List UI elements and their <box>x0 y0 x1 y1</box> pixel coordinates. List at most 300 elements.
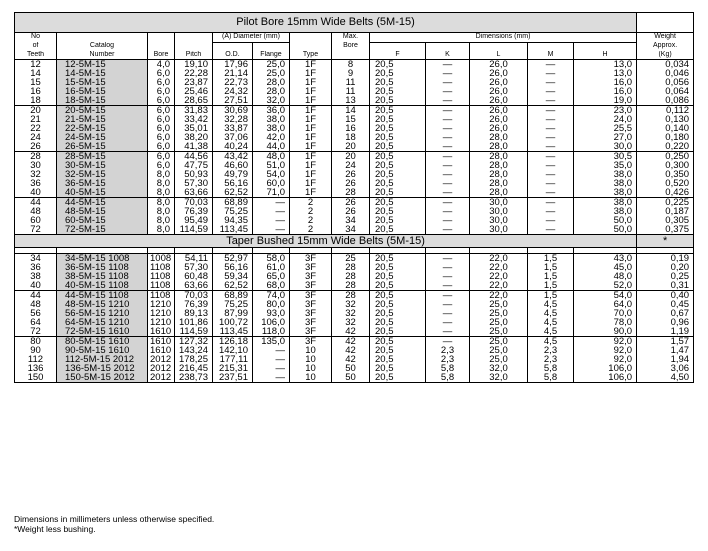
cell-weight: 0,96 <box>637 318 694 327</box>
cell-pitch: 101,86 <box>175 318 213 327</box>
cell-type: 3F <box>290 309 332 318</box>
cell-pitch: 216,45 <box>175 364 213 373</box>
cell-m: 1,5 <box>528 254 574 264</box>
cell-m: 5,8 <box>528 373 574 383</box>
cell-catalog: 34-5M-15 1008 <box>57 254 148 264</box>
cell-teeth: 16 <box>15 87 57 96</box>
cell-flange: 106,0 <box>253 318 290 327</box>
cell-od: 33,87 <box>213 124 253 133</box>
cell-k: — <box>426 142 470 152</box>
cell-bore: 8,0 <box>148 216 175 225</box>
cell-od: 27,51 <box>213 96 253 106</box>
cell-f: 20,5 <box>370 281 426 291</box>
cell-catalog: 22-5M-15 <box>57 124 148 133</box>
cell-pitch: 47,75 <box>175 161 213 170</box>
cell-l: 32,0 <box>470 364 528 373</box>
cell-weight: 0,056 <box>637 78 694 87</box>
cell-flange: 71,0 <box>253 188 290 198</box>
cell-od: 43,42 <box>213 152 253 162</box>
cell-max-bore: 42 <box>332 346 370 355</box>
cell-l: 28,0 <box>470 161 528 170</box>
cell-max-bore: 28 <box>332 291 370 301</box>
cell-flange: 93,0 <box>253 309 290 318</box>
cell-od: 30,69 <box>213 106 253 116</box>
cell-k: — <box>426 106 470 116</box>
cell-catalog: 12-5M-15 <box>57 60 148 70</box>
cell-teeth: 60 <box>15 216 57 225</box>
cell-catalog: 44-5M-15 <box>57 198 148 208</box>
cell-pitch: 19,10 <box>175 60 213 70</box>
cell-teeth: 64 <box>15 318 57 327</box>
cell-f: 20,5 <box>370 309 426 318</box>
cell-max-bore: 25 <box>332 254 370 264</box>
cell-l: 26,0 <box>470 96 528 106</box>
cell-bore: 6,0 <box>148 152 175 162</box>
cell-k: — <box>426 207 470 216</box>
cell-pitch: 178,25 <box>175 355 213 364</box>
cell-weight: 0,45 <box>637 300 694 309</box>
cell-weight: 0,225 <box>637 198 694 208</box>
no-teeth-header-3: Teeth <box>15 51 57 60</box>
cell-flange: 44,0 <box>253 142 290 152</box>
cell-flange: 38,0 <box>253 124 290 133</box>
cell-h: 64,0 <box>574 300 637 309</box>
table-row <box>15 291 694 301</box>
cell-h: 78,0 <box>574 318 637 327</box>
cell-flange: 54,0 <box>253 170 290 179</box>
cell-f: 20,5 <box>370 115 426 124</box>
table-row <box>15 106 694 116</box>
m-header: M <box>528 51 574 60</box>
cell-type: 3F <box>290 291 332 301</box>
cell-flange: 60,0 <box>253 179 290 188</box>
table-row <box>15 115 694 124</box>
cell-catalog: 14-5M-15 <box>57 69 148 78</box>
cell-l: 28,0 <box>470 170 528 179</box>
cell-bore: 6,0 <box>148 161 175 170</box>
cell-flange: — <box>253 198 290 208</box>
max-bore-header-2: Bore <box>332 42 370 51</box>
product-table-container <box>14 12 693 383</box>
cell-h: 16,0 <box>574 78 637 87</box>
cell-catalog: 18-5M-15 <box>57 96 148 106</box>
cell-type: 10 <box>290 364 332 373</box>
bore-header: Bore <box>148 51 175 60</box>
cell-k: — <box>426 161 470 170</box>
cell-pitch: 33,42 <box>175 115 213 124</box>
cell-f: 20,5 <box>370 69 426 78</box>
cell-weight: 0,086 <box>637 96 694 106</box>
cell-max-bore: 15 <box>332 115 370 124</box>
cell-type: 1F <box>290 179 332 188</box>
header-row-1 <box>15 33 694 43</box>
cell-m: 4,5 <box>528 309 574 318</box>
cell-od: 46,60 <box>213 161 253 170</box>
cell-teeth: 48 <box>15 300 57 309</box>
cell-teeth: 22 <box>15 124 57 133</box>
cell-type: 1F <box>290 170 332 179</box>
catalog-header-2: Number <box>57 51 148 60</box>
cell-flange: 80,0 <box>253 300 290 309</box>
cell-k: — <box>426 198 470 208</box>
catalog-header-1: Catalog <box>57 42 148 51</box>
cell-flange: — <box>253 364 290 373</box>
cell-type: 1F <box>290 152 332 162</box>
cell-max-bore: 34 <box>332 225 370 235</box>
cell-teeth: 14 <box>15 69 57 78</box>
cell-max-bore: 13 <box>332 96 370 106</box>
cell-k: — <box>426 188 470 198</box>
pitch-header: Pitch <box>175 51 213 60</box>
cell-od: 177,11 <box>213 355 253 364</box>
cell-od: 94,35 <box>213 216 253 225</box>
cell-f: 20,5 <box>370 87 426 96</box>
cell-type: 1F <box>290 115 332 124</box>
cell-k: 5,8 <box>426 373 470 383</box>
cell-f: 20,5 <box>370 106 426 116</box>
cell-bore: 1210 <box>148 318 175 327</box>
table-row <box>15 327 694 337</box>
cell-m: — <box>528 216 574 225</box>
cell-flange: — <box>253 207 290 216</box>
cell-pitch: 35,01 <box>175 124 213 133</box>
cell-weight: 0,064 <box>637 87 694 96</box>
cell-pitch: 76,39 <box>175 300 213 309</box>
cell-l: 22,0 <box>470 263 528 272</box>
table-row <box>15 216 694 225</box>
cell-catalog: 24-5M-15 <box>57 133 148 142</box>
cell-m: 1,5 <box>528 281 574 291</box>
cell-flange: — <box>253 216 290 225</box>
cell-teeth: 40 <box>15 281 57 291</box>
cell-pitch: 89,13 <box>175 309 213 318</box>
cell-pitch: 31,83 <box>175 106 213 116</box>
table-row <box>15 198 694 208</box>
footnote-units: Dimensions in millimeters unless otherwise specified. <box>14 514 215 524</box>
diameter-group-header: (A) Diameter (mm) <box>213 33 290 43</box>
cell-bore: 2012 <box>148 355 175 364</box>
cell-weight: 0,67 <box>637 309 694 318</box>
cell-f: 20,5 <box>370 272 426 281</box>
cell-teeth: 36 <box>15 263 57 272</box>
cell-h: 24,0 <box>574 115 637 124</box>
cell-od: 32,28 <box>213 115 253 124</box>
cell-weight: 1,57 <box>637 337 694 347</box>
cell-weight: 0,305 <box>637 216 694 225</box>
cell-l: 32,0 <box>470 373 528 383</box>
cell-teeth: 12 <box>15 60 57 70</box>
cell-k: — <box>426 133 470 142</box>
cell-pitch: 70,03 <box>175 198 213 208</box>
cell-f: 20,5 <box>370 291 426 301</box>
cell-f: 20,5 <box>370 327 426 337</box>
cell-f: 20,5 <box>370 161 426 170</box>
cell-flange: 68,0 <box>253 281 290 291</box>
table-row <box>15 225 694 235</box>
cell-m: — <box>528 207 574 216</box>
cell-h: 92,0 <box>574 337 637 347</box>
cell-max-bore: 16 <box>332 124 370 133</box>
cell-bore: 6,0 <box>148 142 175 152</box>
cell-k: — <box>426 337 470 347</box>
table-row <box>15 188 694 198</box>
cell-weight: 0,20 <box>637 263 694 272</box>
cell-h: 19,0 <box>574 96 637 106</box>
cell-flange: 74,0 <box>253 291 290 301</box>
cell-teeth: 34 <box>15 254 57 264</box>
cell-pitch: 238,73 <box>175 373 213 383</box>
cell-od: 49,79 <box>213 170 253 179</box>
cell-od: 68,89 <box>213 198 253 208</box>
cell-k: — <box>426 300 470 309</box>
cell-h: 38,0 <box>574 198 637 208</box>
cell-catalog: 48-5M-15 <box>57 207 148 216</box>
l-header: L <box>470 51 528 60</box>
cell-pitch: 114,59 <box>175 327 213 337</box>
cell-bore: 6,0 <box>148 115 175 124</box>
cell-m: — <box>528 142 574 152</box>
cell-weight: 0,25 <box>637 272 694 281</box>
cell-f: 20,5 <box>370 124 426 133</box>
cell-weight: 0,180 <box>637 133 694 142</box>
cell-bore: 1108 <box>148 291 175 301</box>
cell-flange: 65,0 <box>253 272 290 281</box>
cell-h: 38,0 <box>574 170 637 179</box>
cell-flange: 61,0 <box>253 263 290 272</box>
table-row <box>15 142 694 152</box>
cell-teeth: 48 <box>15 207 57 216</box>
cell-m: — <box>528 133 574 142</box>
cell-od: 62,52 <box>213 188 253 198</box>
type-header: Type <box>290 51 332 60</box>
cell-od: 24,32 <box>213 87 253 96</box>
table-row <box>15 364 694 373</box>
cell-bore: 1108 <box>148 272 175 281</box>
cell-weight: 0,40 <box>637 291 694 301</box>
cell-k: — <box>426 115 470 124</box>
cell-l: 26,0 <box>470 87 528 96</box>
cell-catalog: 30-5M-15 <box>57 161 148 170</box>
cell-f: 20,5 <box>370 346 426 355</box>
cell-catalog: 15-5M-15 <box>57 78 148 87</box>
cell-bore: 6,0 <box>148 78 175 87</box>
cell-od: 59,34 <box>213 272 253 281</box>
cell-teeth: 20 <box>15 106 57 116</box>
cell-f: 20,5 <box>370 60 426 70</box>
cell-l: 30,0 <box>470 216 528 225</box>
table-row <box>15 161 694 170</box>
cell-type: 2 <box>290 207 332 216</box>
cell-bore: 1108 <box>148 263 175 272</box>
cell-teeth: 15 <box>15 78 57 87</box>
cell-h: 106,0 <box>574 373 637 383</box>
cell-bore: 6,0 <box>148 69 175 78</box>
header-row-3 <box>15 51 694 60</box>
cell-flange: 36,0 <box>253 106 290 116</box>
cell-weight: 1,19 <box>637 327 694 337</box>
footnote-weight: *Weight less bushing. <box>14 524 96 534</box>
cell-l: 22,0 <box>470 254 528 264</box>
cell-bore: 8,0 <box>148 179 175 188</box>
table-row <box>15 133 694 142</box>
cell-f: 20,5 <box>370 364 426 373</box>
cell-weight: 0,034 <box>637 60 694 70</box>
cell-teeth: 112 <box>15 355 57 364</box>
cell-weight: 0,426 <box>637 188 694 198</box>
cell-type: 1F <box>290 106 332 116</box>
cell-type: 3F <box>290 272 332 281</box>
table-row <box>15 318 694 327</box>
cell-max-bore: 42 <box>332 355 370 364</box>
cell-l: 25,0 <box>470 300 528 309</box>
cell-type: 2 <box>290 225 332 235</box>
cell-teeth: 72 <box>15 225 57 235</box>
cell-flange: 38,0 <box>253 115 290 124</box>
cell-flange: — <box>253 346 290 355</box>
cell-max-bore: 28 <box>332 263 370 272</box>
cell-l: 26,0 <box>470 124 528 133</box>
cell-flange: 25,0 <box>253 69 290 78</box>
cell-catalog: 56-5M-15 1210 <box>57 309 148 318</box>
cell-teeth: 24 <box>15 133 57 142</box>
cell-max-bore: 18 <box>332 133 370 142</box>
cell-flange: 48,0 <box>253 152 290 162</box>
cell-k: 5,8 <box>426 364 470 373</box>
cell-catalog: 48-5M-15 1210 <box>57 300 148 309</box>
cell-catalog: 38-5M-15 1108 <box>57 272 148 281</box>
cell-k: — <box>426 216 470 225</box>
cell-pitch: 50,93 <box>175 170 213 179</box>
cell-l: 22,0 <box>470 281 528 291</box>
cell-k: — <box>426 60 470 70</box>
cell-type: 10 <box>290 373 332 383</box>
cell-max-bore: 50 <box>332 373 370 383</box>
cell-type: 1F <box>290 188 332 198</box>
cell-flange: 25,0 <box>253 60 290 70</box>
cell-f: 20,5 <box>370 355 426 364</box>
cell-h: 52,0 <box>574 281 637 291</box>
cell-catalog: 16-5M-15 <box>57 87 148 96</box>
cell-teeth: 90 <box>15 346 57 355</box>
cell-weight: 0,046 <box>637 69 694 78</box>
cell-weight: 0,19 <box>637 254 694 264</box>
cell-weight: 0,300 <box>637 161 694 170</box>
cell-pitch: 60,48 <box>175 272 213 281</box>
cell-pitch: 63,66 <box>175 281 213 291</box>
cell-od: 113,45 <box>213 327 253 337</box>
cell-h: 30,5 <box>574 152 637 162</box>
table-row <box>15 355 694 364</box>
k-header: K <box>426 51 470 60</box>
cell-weight: 0,250 <box>637 152 694 162</box>
cell-type: 3F <box>290 327 332 337</box>
cell-max-bore: 9 <box>332 69 370 78</box>
table-row <box>15 309 694 318</box>
table-row <box>15 60 694 70</box>
cell-max-bore: 8 <box>332 60 370 70</box>
cell-teeth: 44 <box>15 198 57 208</box>
cell-teeth: 36 <box>15 179 57 188</box>
cell-l: 28,0 <box>470 142 528 152</box>
cell-max-bore: 42 <box>332 327 370 337</box>
cell-m: — <box>528 225 574 235</box>
cell-k: — <box>426 254 470 264</box>
cell-pitch: 23,87 <box>175 78 213 87</box>
cell-teeth: 150 <box>15 373 57 383</box>
cell-m: 1,5 <box>528 291 574 301</box>
cell-h: 50,0 <box>574 216 637 225</box>
cell-h: 50,0 <box>574 225 637 235</box>
cell-od: 142,10 <box>213 346 253 355</box>
cell-l: 25,0 <box>470 346 528 355</box>
table-row <box>15 263 694 272</box>
cell-l: 28,0 <box>470 188 528 198</box>
section1-title: Pilot Bore 15mm Wide Belts (5M-15) <box>15 13 637 33</box>
table-row <box>15 373 694 383</box>
cell-catalog: 26-5M-15 <box>57 142 148 152</box>
cell-teeth: 44 <box>15 291 57 301</box>
cell-type: 1F <box>290 78 332 87</box>
cell-catalog: 90-5M-15 1610 <box>57 346 148 355</box>
cell-max-bore: 20 <box>332 152 370 162</box>
cell-weight: 0,140 <box>637 124 694 133</box>
header-row-2 <box>15 42 694 51</box>
cell-flange: 135,0 <box>253 337 290 347</box>
cell-catalog: 112-5M-15 2012 <box>57 355 148 364</box>
cell-h: 92,0 <box>574 346 637 355</box>
cell-teeth: 38 <box>15 272 57 281</box>
section-title-row <box>15 13 694 33</box>
cell-f: 20,5 <box>370 225 426 235</box>
cell-f: 20,5 <box>370 373 426 383</box>
cell-f: 20,5 <box>370 179 426 188</box>
cell-pitch: 114,59 <box>175 225 213 235</box>
cell-m: 4,5 <box>528 318 574 327</box>
cell-flange: — <box>253 225 290 235</box>
cell-bore: 8,0 <box>148 225 175 235</box>
cell-pitch: 143,24 <box>175 346 213 355</box>
cell-h: 38,0 <box>574 188 637 198</box>
cell-pitch: 76,39 <box>175 207 213 216</box>
belt-pulley-table <box>14 12 694 383</box>
cell-h: 45,0 <box>574 263 637 272</box>
cell-type: 1F <box>290 69 332 78</box>
cell-pitch: 38,20 <box>175 133 213 142</box>
cell-weight: 0,31 <box>637 281 694 291</box>
cell-l: 26,0 <box>470 115 528 124</box>
cell-h: 13,0 <box>574 69 637 78</box>
cell-f: 20,5 <box>370 133 426 142</box>
cell-catalog: 20-5M-15 <box>57 106 148 116</box>
cell-pitch: 44,56 <box>175 152 213 162</box>
cell-catalog: 40-5M-15 <box>57 188 148 198</box>
cell-h: 13,0 <box>574 60 637 70</box>
cell-bore: 1108 <box>148 281 175 291</box>
cell-h: 38,0 <box>574 179 637 188</box>
cell-od: 52,97 <box>213 254 253 264</box>
cell-bore: 6,0 <box>148 124 175 133</box>
cell-l: 30,0 <box>470 225 528 235</box>
cell-l: 30,0 <box>470 198 528 208</box>
cell-weight: 0,112 <box>637 106 694 116</box>
cell-h: 27,0 <box>574 133 637 142</box>
cell-k: — <box>426 263 470 272</box>
table-row <box>15 87 694 96</box>
cell-catalog: 21-5M-15 <box>57 115 148 124</box>
cell-weight: 0,350 <box>637 170 694 179</box>
cell-l: 26,0 <box>470 78 528 87</box>
cell-bore: 1008 <box>148 254 175 264</box>
